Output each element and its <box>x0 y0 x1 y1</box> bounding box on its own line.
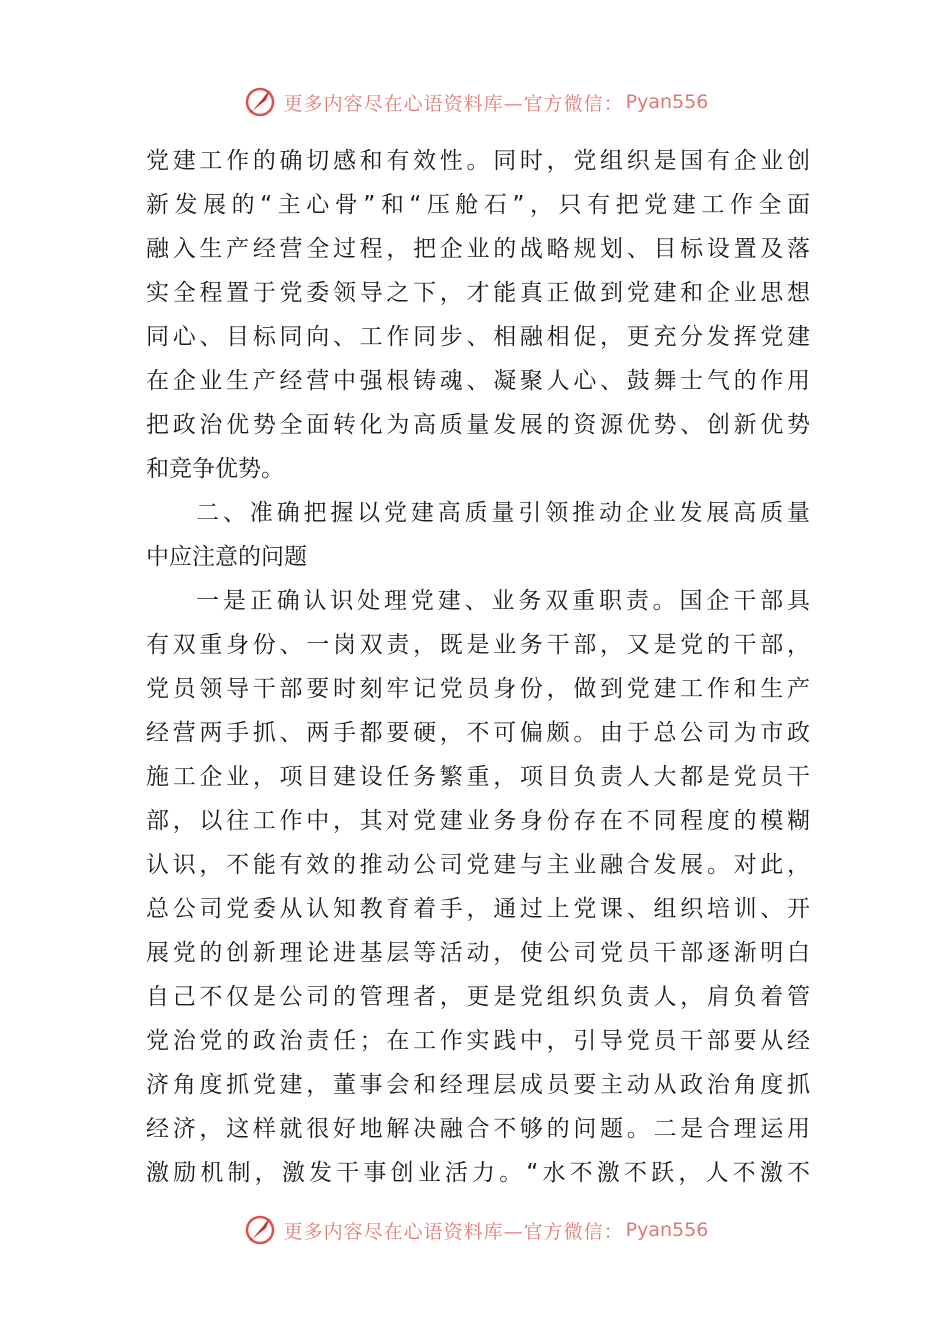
text-line: 在企业生产经营中强根铸魂、凝聚人心、鼓舞士气的作用 <box>146 368 810 394</box>
text-line: 实全程置于党委领导之下，才能真正做到党建和企业思想 <box>146 280 810 306</box>
text-line: 总公司党委从认知教育着手，通过上党课、组织培训、开 <box>146 896 810 922</box>
quill-logo-icon <box>242 84 278 120</box>
document-body <box>146 139 810 1195</box>
text-line: 认识，不能有效的推动公司党建与主业融合发展。对此， <box>146 852 810 878</box>
text-line: 部，以往工作中，其对党建业务身份存在不同程度的模糊 <box>146 808 810 834</box>
text-line: 济角度抓党建，董事会和经理层成员要主动从政治角度抓 <box>146 1072 810 1098</box>
text-line: 把政治优势全面转化为高质量发展的资源优势、创新优势 <box>146 412 810 438</box>
header-banner-text: 更多内容尽在心语资料库—官方微信： <box>283 92 624 115</box>
section-heading-line: 中应注意的问题 <box>146 544 307 570</box>
header-watermark-banner <box>0 82 950 122</box>
text-line: 融入生产经营全过程，把企业的战略规划、目标设置及落 <box>146 236 810 262</box>
text-line: 新发展的“主心骨”和“压舱石”，只有把党建工作全面 <box>146 192 810 218</box>
text-line: 经济，这样就很好地解决融合不够的问题。二是合理运用 <box>146 1116 810 1142</box>
footer-wechat-id: Pyan556 <box>625 1219 709 1241</box>
text-line: 和竞争优势。 <box>146 456 284 482</box>
text-line: 同心、目标同向、工作同步、相融相促，更充分发挥党建 <box>146 324 810 350</box>
text-line: 有双重身份、一岗双责，既是业务干部，又是党的干部， <box>146 632 810 658</box>
header-wechat-id: Pyan556 <box>625 91 709 113</box>
text-line: 激励机制，激发干事创业活力。“水不激不跃，人不激不 <box>146 1160 810 1186</box>
quill-logo-icon <box>242 1212 278 1248</box>
text-line: 党治党的政治责任；在工作实践中，引导党员干部要从经 <box>146 1028 810 1054</box>
text-line: 经营两手抓、两手都要硬，不可偏颇。由于总公司为市政 <box>146 720 810 746</box>
section-heading-line: 二、准确把握以党建高质量引领推动企业发展高质量 <box>196 500 810 526</box>
footer-banner-text: 更多内容尽在心语资料库—官方微信： <box>283 1220 624 1243</box>
text-line: 自己不仅是公司的管理者，更是党组织负责人，肩负着管 <box>146 984 810 1010</box>
text-line: 展党的创新理论进基层等活动，使公司党员干部逐渐明白 <box>146 940 810 966</box>
text-line: 党员领导干部要时刻牢记党员身份，做到党建工作和生产 <box>146 676 810 702</box>
text-line: 一是正确认识处理党建、业务双重职责。国企干部具 <box>196 588 810 614</box>
footer-watermark-banner <box>0 1210 950 1250</box>
text-line: 党建工作的确切感和有效性。同时，党组织是国有企业创 <box>146 148 810 174</box>
text-line: 施工企业，项目建设任务繁重，项目负责人大都是党员干 <box>146 764 810 790</box>
